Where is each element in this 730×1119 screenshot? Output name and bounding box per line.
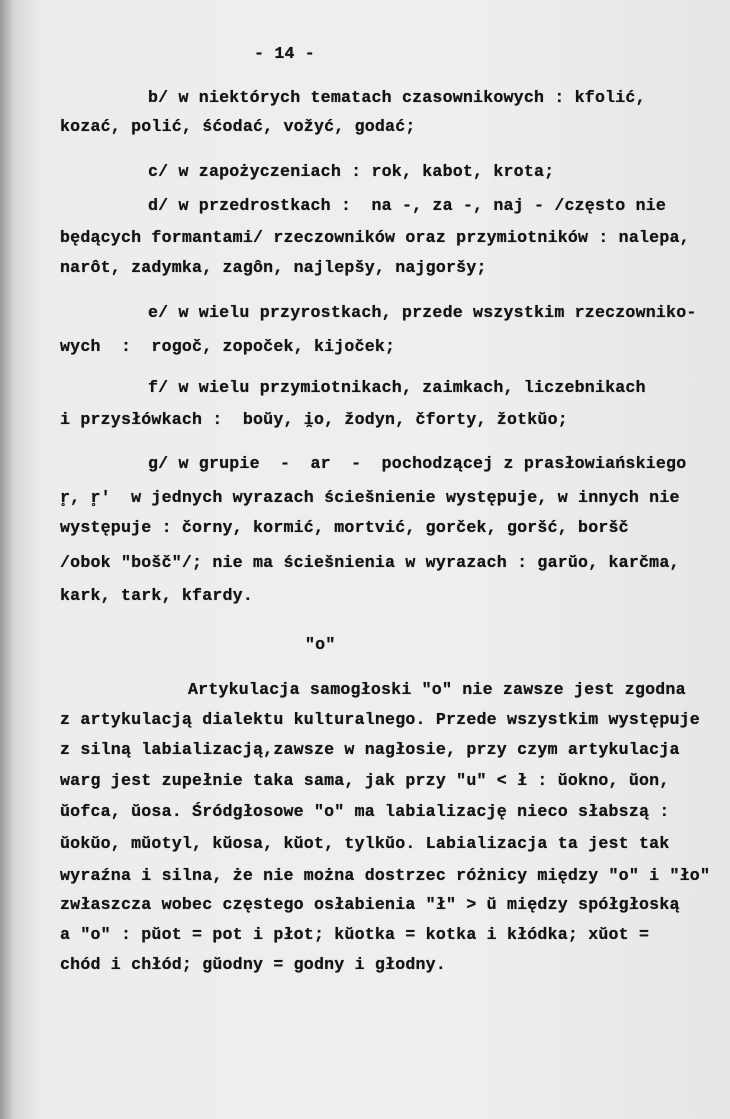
- paragraph-line: ŭofca, ŭosa. Śródgłosowe "o" ma labializację nieco słabszą :: [60, 802, 670, 821]
- section-heading-o: "o": [305, 635, 336, 654]
- item-g-line-3: występuje : čorny, kormić, mortvić, gorček, goršć, boršč: [60, 518, 629, 537]
- item-b-line-2: kozać, polić, śćodać, vožyć, godać;: [60, 117, 416, 136]
- item-f-line-1: f/ w wielu przymiotnikach, zaimkach, liczebnikach: [148, 378, 646, 397]
- paragraph-line: warg jest zupełnie taka sama, jak przy "u" < ł : ŭokno, ŭon,: [60, 771, 670, 790]
- paragraph-line: z artykulacją dialektu kulturalnego. Przede wszystkim występuje: [60, 710, 700, 729]
- item-f-line-2: i przysłówkach : boŭy, i̯o, žodyn, čforty, žotkŭo;: [60, 410, 568, 429]
- item-c-line-1: c/ w zapożyczeniach : rok, kabot, krota;: [148, 162, 555, 181]
- item-g-line-1: g/ w grupie - ar - pochodzącej z prasłowiańskiego: [148, 454, 687, 473]
- paragraph-line: z silną labializacją,zawsze w nagłosie, przy czym artykulacja: [60, 740, 680, 759]
- item-g-line-4: /obok "bošč"/; nie ma ściešnienia w wyrazach : garŭo, karčma,: [60, 553, 680, 572]
- paragraph-line: a "o" : pŭot = pot i płot; kŭotka = kotka i kłódka; xŭot =: [60, 925, 650, 944]
- paragraph-line: ŭokŭo, mŭotyl, kŭosa, kŭot, tylkŭo. Labializacja ta jest tak: [60, 834, 670, 853]
- paragraph-line: wyraźna i silna, że nie można dostrzec różnicy między "o" i "ło": [60, 866, 711, 885]
- item-g-line-2: r̥, r̥' w jednych wyrazach ściešnienie występuje, w innych nie: [60, 488, 680, 507]
- item-g-line-5: kark, tark, kfardy.: [60, 586, 253, 605]
- page-number: - 14 -: [254, 44, 315, 63]
- item-e-line-2: wych : rogoč, zopoček, kijoček;: [60, 337, 396, 356]
- item-d-line-3: narôt, zadymka, zagôn, najlepšy, najgoršy;: [60, 258, 487, 277]
- item-d-line-2: będących formantami/ rzeczowników oraz przymiotników : nalepa,: [60, 228, 690, 247]
- item-b-line-1: b/ w niektórych tematach czasownikowych : kfolić,: [148, 88, 646, 107]
- paragraph-line: Artykulacja samogłoski "o" nie zawsze jest zgodna: [188, 680, 686, 699]
- paragraph-line: zwłaszcza wobec częstego osłabienia "ł" > ŭ między spółgłoską: [60, 895, 680, 914]
- paragraph-line: chód i chłód; gŭodny = godny i głodny.: [60, 955, 446, 974]
- item-e-line-1: e/ w wielu przyrostkach, przede wszystkim rzeczowniko-: [148, 303, 697, 322]
- item-d-line-1: d/ w przedrostkach : na -, za -, naj - /często nie: [148, 196, 667, 215]
